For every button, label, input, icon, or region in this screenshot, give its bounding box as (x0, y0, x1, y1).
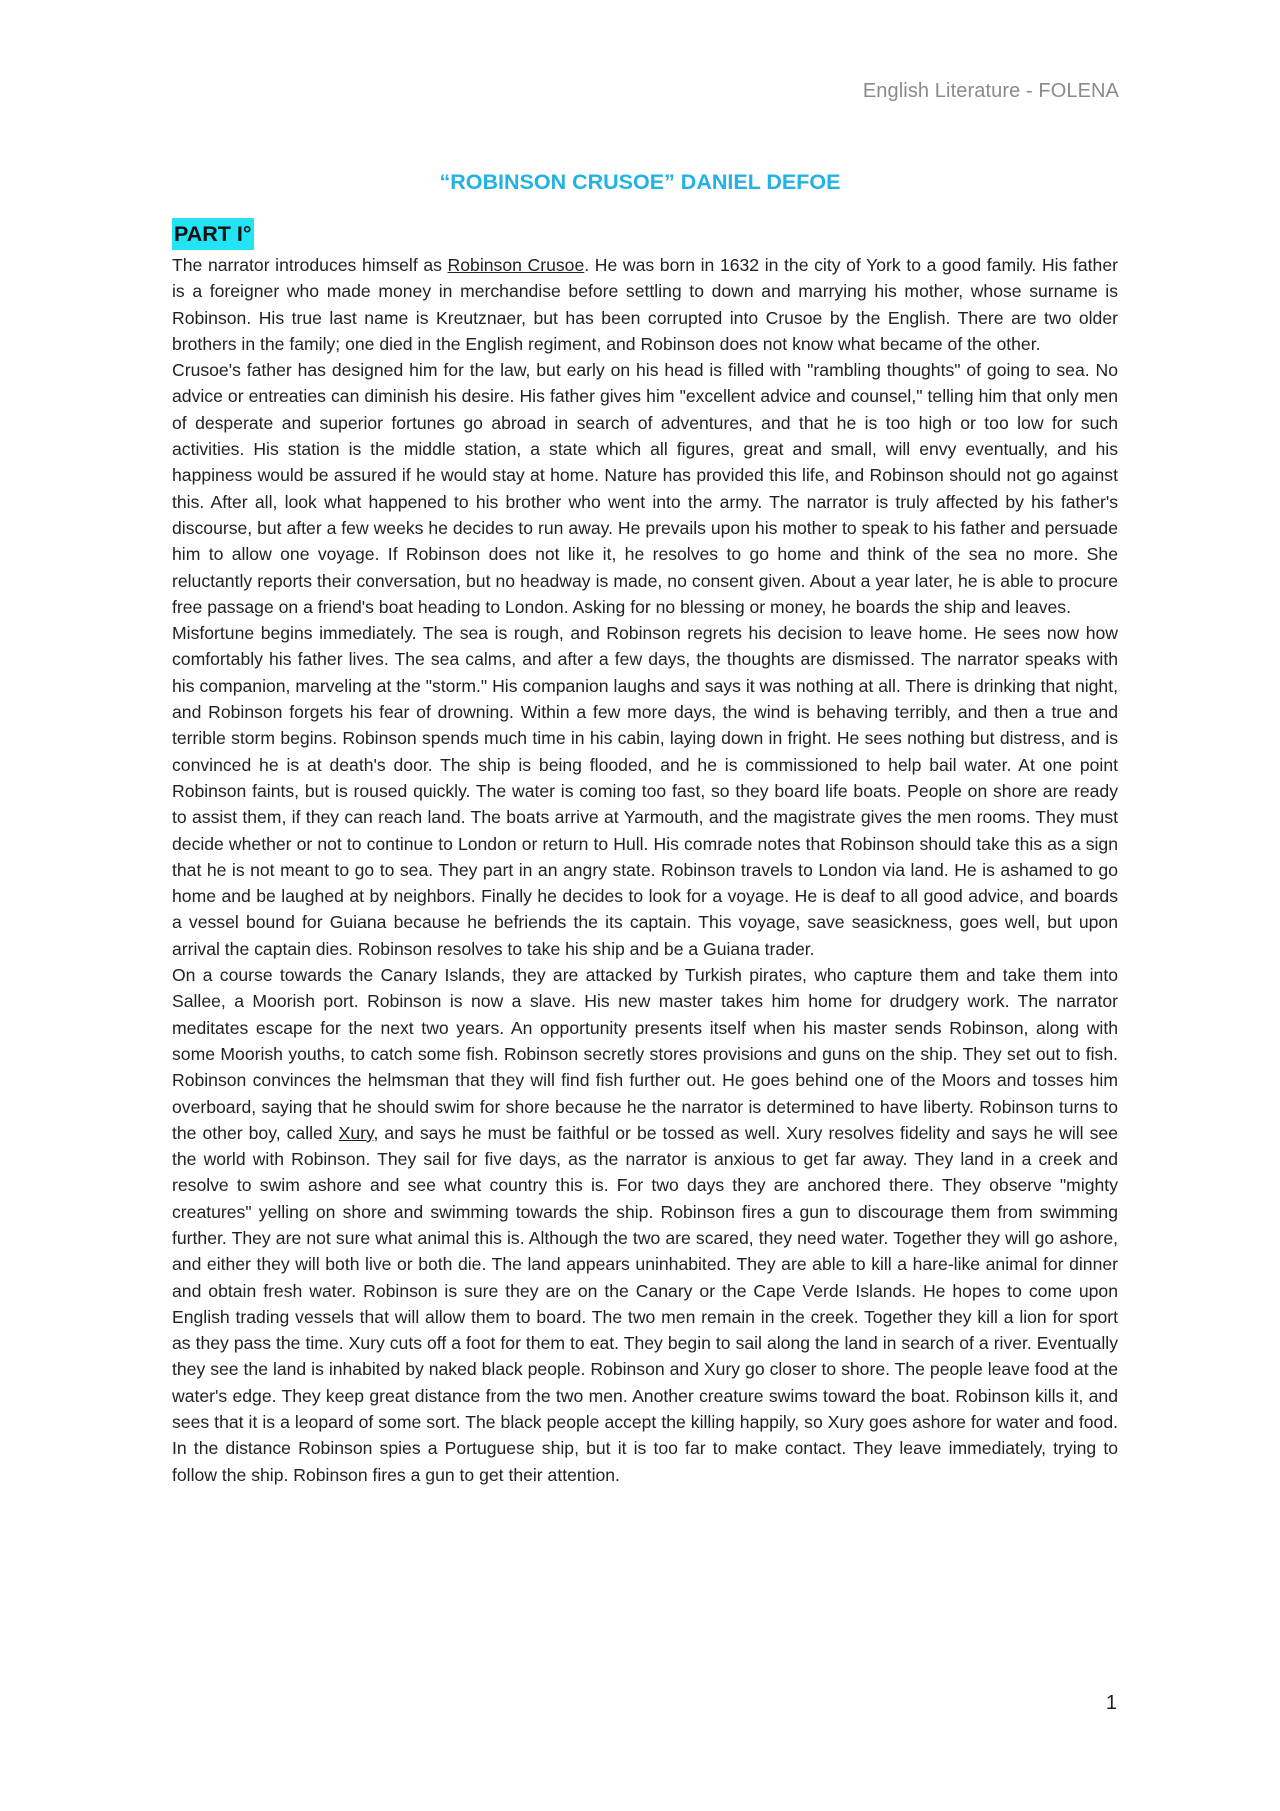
paragraph-3: Misfortune begins immediately. The sea is rough, and Robinson regrets his decision to leave home. He sees now how comfortably his father lives. The sea calms, and after a few days, the thoughts are dismissed. The narrator speaks with his companion, marveling at the "storm." His companion laughs and says it was nothing at all. There is drinking that night, and Robinson forgets his fear of drowning. Within a few more days, the wind is behaving terribly, and then a true and terrible storm begins. Robinson spends much time in his cabin, laying down in fright. He sees nothing but distress, and is convinced he is at death's door. The ship is being flooded, and he is commissioned to help bail water. At one point Robinson faints, but is roused quickly. The water is coming too fast, so they board life boats. People on shore are ready to assist them, if they can reach land. The boats arrive at Yarmouth, and the magistrate gives the men rooms. They must decide whether or not to continue to London or return to Hull. His comrade notes that Robinson should take this as a sign that he is not meant to go to sea. They part in an angry state. Robinson travels to London via land. He is ashamed to go home and be laughed at by neighbors. Finally he decides to look for a voyage. He is deaf to all good advice, and boards a vessel bound for Guiana because he befriends the its captain. This voyage, save seasickness, goes well, but upon arrival the captain dies. Robinson resolves to take his ship and be a Guiana trader. (172, 623, 1118, 959)
link-xury[interactable]: Xury (338, 1122, 374, 1143)
link-robinson-crusoe[interactable]: Robinson Crusoe (447, 255, 585, 275)
paragraph-4-text-a: On a course towards the Canary Islands, they are attacked by Turkish pirates, who capture them and take them into Sallee, a Moorish port. Robinson is now a slave. His new master takes him home for drudgery work. The narrator meditates escape for the next two years. An opportunity presents itself when his master sends Robinson, along with some Moorish youths, to catch some fish. Robinson secretly stores provisions and guns on the ship. They set out to fish. Robinson convinces the helmsman that they will find fish further out. He goes behind one of the Moors and tosses him overboard, saying that he should swim for shore because he the narrator is determined to have liberty. Robinson turns to the other boy, called (172, 965, 1118, 1143)
paragraph-1-text-b: . He was born in 1632 in the city of York to a good family. His father is a foreigner who made money in merchandise before settling to down and marrying his mother, whose surname is Robinson. His true last name is Kreutznaer, but has been corrupted into Crusoe by the English. There are two older brothers in the family; one died in the English regiment, and Robinson does not know what became of the other. (172, 255, 1118, 354)
paragraph-1 (172, 252, 1118, 357)
part-heading (172, 218, 254, 250)
page-number: 1 (1105, 1692, 1117, 1714)
body-text (172, 252, 1118, 1488)
paragraph-2: Crusoe's father has designed him for the law, but early on his head is filled with "rambling thoughts" of going to sea. No advice or entreaties can diminish his desire. His father gives him "excellent advice and counsel," telling him that only men of desperate and superior fortunes go abroad in search of adventures, and that he is too high or too low for such activities. His station is the middle station, a state which all figures, great and small, will envy eventually, and his happiness would be assured if he would stay at home. Nature has provided this life, and Robinson should not go against this. After all, look what happened to his brother who went into the army. The narrator is truly affected by his father's discourse, but after a few weeks he decides to run away. He prevails upon his mother to speak to his father and persuade him to allow one voyage. If Robinson does not like it, he resolves to go home and think of the sea no more. She reluctantly reports their conversation, but no headway is made, no consent given. About a year later, he is able to procure free passage on a friend's boat heading to London. Asking for no blessing or money, he boards the ship and leaves. (172, 360, 1118, 617)
document-title: “ROBINSON CRUSOE” DANIEL DEFOE (439, 170, 841, 194)
paragraph-4 (172, 962, 1118, 1488)
paragraph-4-text-b: , and says he must be faithful or be tossed as well. Xury resolves fidelity and says he will see the world with Robinson. They sail for five days, as the narrator is anxious to get far away. They land in a creek and resolve to swim ashore and see what country this is. For two days they are anchored there. They observe "mighty creatures" yelling on shore and swimming towards the ship. Robinson fires a gun to discourage them from swimming further. They are not sure what animal this is. Although the two are scared, they need water. Together they will go ashore, and either they will both live or both die. The land appears uninhabited. They are able to kill a hare-like animal for dinner and obtain fresh water. Robinson is sure they are on the Canary or the Cape Verde Islands. He hopes to come upon English trading vessels that will allow them to board. The two men remain in the creek. Together they kill a lion for sport as they pass the time. Xury cuts off a foot for them to eat. They begin to sail along the land in search of a river. Eventually they see the land is inhabited by naked black people. Robinson and Xury go closer to shore. The people leave food at the water's edge. They keep great distance from the two men. Another creature swims toward the boat. Robinson kills it, and sees that it is a leopard of some sort. The black people accept the killing happily, so Xury goes ashore for water and food. In the distance Robinson spies a Portuguese ship, but it is too far to make contact. They leave immediately, trying to follow the ship. Robinson fires a gun to get their attention. (172, 1122, 1118, 1485)
part-heading-label: PART I° (172, 218, 254, 250)
running-header: English Literature - FOLENA (862, 80, 1119, 102)
paragraph-1-text-a: The narrator introduces himself as (172, 255, 448, 275)
